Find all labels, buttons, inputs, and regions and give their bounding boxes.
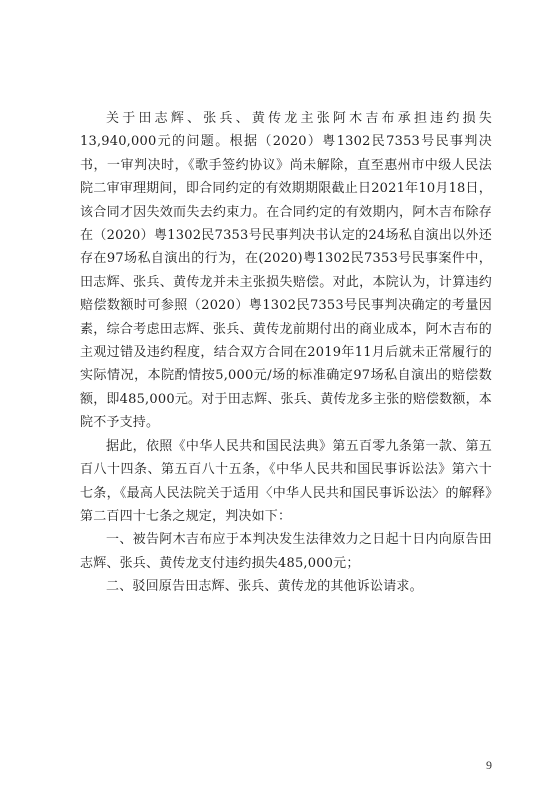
paragraph-legal-basis: 据此，依照《中华人民共和国民法典》第五百零九条第一款、第五百八十四条、第五百八十五条，《中华人民共和国民事诉讼法》第六十七条，《最高人民法院关于适用〈中华人民共和国民事诉讼法〉的解释》第二百四十七条之规定，判决如下： bbox=[80, 438, 492, 524]
page-number: 9 bbox=[486, 758, 492, 772]
document-body bbox=[80, 107, 492, 599]
paragraph-damages-analysis: 关于田志辉、张兵、黄传龙主张阿木吉布承担违约损失13,940,000元的问题。根据（2020）粤1302民7353号民事判决书，一审判决时，《歌手签约协议》尚未解除，直至惠州市中级人民法院二审审理期间，即合同约定的有效期期限截止日2021年10月18日，该合同才因失效而失去约束力。在合同约定的有效期内，阿木吉布除存在（2020）粤1302民7353号民事判决书认定的24场私自演出以外还存在97场私自演出的行为，在(2020)粤1302民7353号民事案件中，田志辉、张兵、黄传龙并未主张损失赔偿。对此，本院认为，计算违约赔偿数额时可参照（2020）粤1302民7353号民事判决确定的考量因素，综合考虑田志辉、张兵、黄传龙前期付出的商业成本，阿木吉布的主观过错及违约程度，结合双方合同在2019年11月后就未正常履行的实际情况，本院酌情按5,000元/场的标准确定97场私自演出的赔偿数额，即485,000元。对于田志辉、张兵、黄传龙多主张的赔偿数额，本院不予支持。 bbox=[80, 111, 492, 431]
paragraph-judgment-item-1: 一、被告阿木吉布应于本判决发生法律效力之日起十日内向原告田志辉、张兵、黄传龙支付违约损失485,000元； bbox=[80, 532, 492, 571]
paragraph-judgment-item-2: 二、驳回原告田志辉、张兵、黄传龙的其他诉讼请求。 bbox=[106, 579, 423, 595]
